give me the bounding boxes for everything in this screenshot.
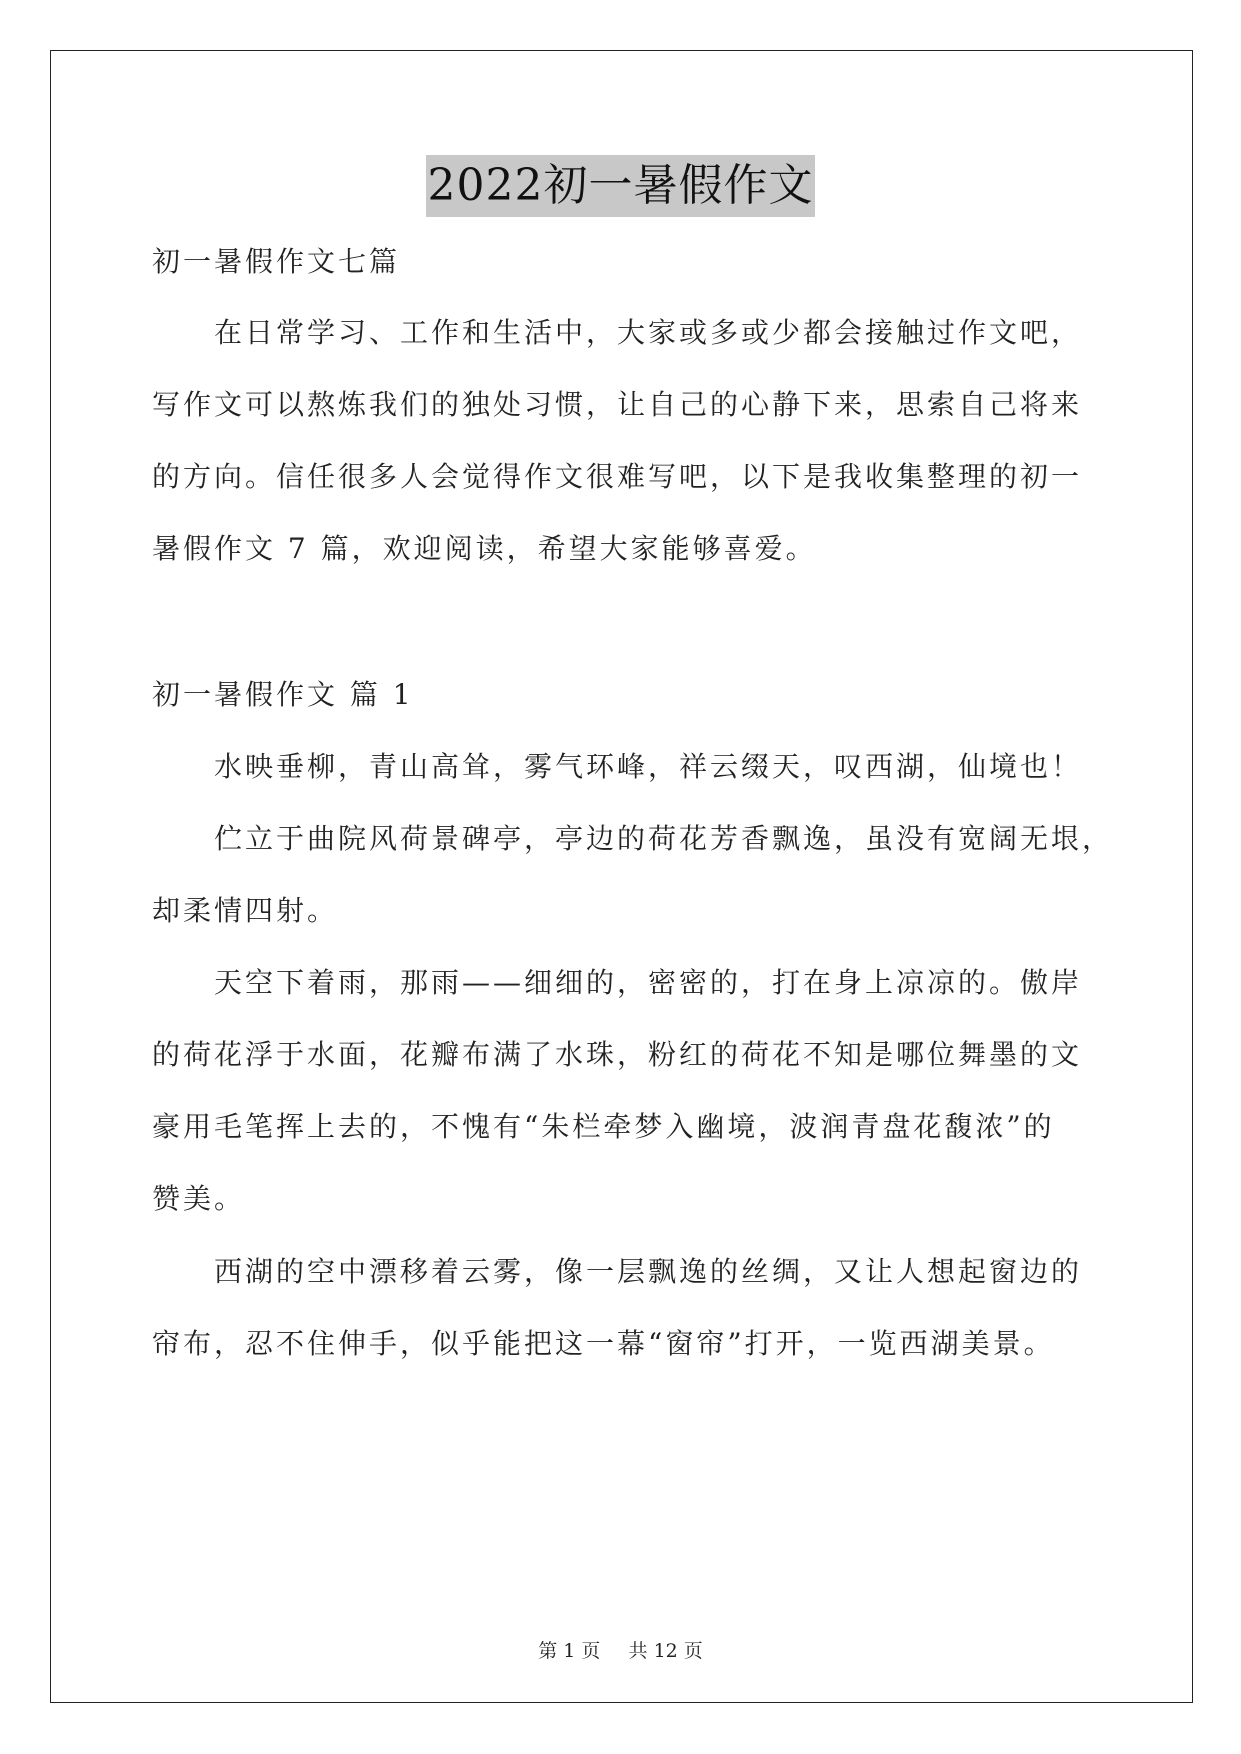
paragraph-line: 赞美。: [152, 1182, 246, 1215]
title-container: [0, 155, 1241, 217]
page-footer: [0, 1636, 1241, 1663]
section-heading: 初一暑假作文 篇 1: [152, 678, 414, 711]
paragraph-line: 天空下着雨，那雨——细细的，密密的，打在身上凉凉的。傲岸: [152, 966, 1083, 999]
page-number: 第 1 页: [538, 1640, 601, 1662]
document-title: 2022初一暑假作文: [426, 155, 816, 217]
paragraph-line: 帘布，忍不住伸手，似乎能把这一幕“窗帘”打开，一览西湖美景。: [152, 1327, 1055, 1360]
subtitle-line: 初一暑假作文七篇: [152, 245, 401, 278]
page-border: [50, 50, 1193, 1703]
paragraph-line: 豪用毛笔挥上去的，不愧有“朱栏牵梦入幽境，波润青盘花馥浓”的: [152, 1110, 1055, 1143]
paragraph-line: 水映垂柳，青山高耸，雾气环峰，祥云缀天，叹西湖，仙境也！: [152, 750, 1083, 783]
paragraph-line: 写作文可以熬炼我们的独处习惯，让自己的心静下来，思索自己将来: [152, 388, 1083, 421]
paragraph-line: 伫立于曲院风荷景碑亭，亭边的荷花芳香飘逸，虽没有宽阔无垠，: [152, 822, 1114, 855]
paragraph-line: 暑假作文 7 篇，欢迎阅读，希望大家能够喜爱。: [152, 532, 817, 565]
paragraph-line: 的方向。信任很多人会觉得作文很难写吧，以下是我收集整理的初一: [152, 460, 1083, 493]
paragraph-line: 在日常学习、工作和生活中，大家或多或少都会接触过作文吧，: [152, 316, 1083, 349]
paragraph-line: 西湖的空中漂移着云雾，像一层飘逸的丝绸，又让人想起窗边的: [152, 1255, 1083, 1288]
paragraph-line: 却柔情四射。: [152, 894, 339, 927]
paragraph-line: 的荷花浮于水面，花瓣布满了水珠，粉红的荷花不知是哪位舞墨的文: [152, 1038, 1083, 1071]
page-total: 共 12 页: [628, 1640, 703, 1662]
